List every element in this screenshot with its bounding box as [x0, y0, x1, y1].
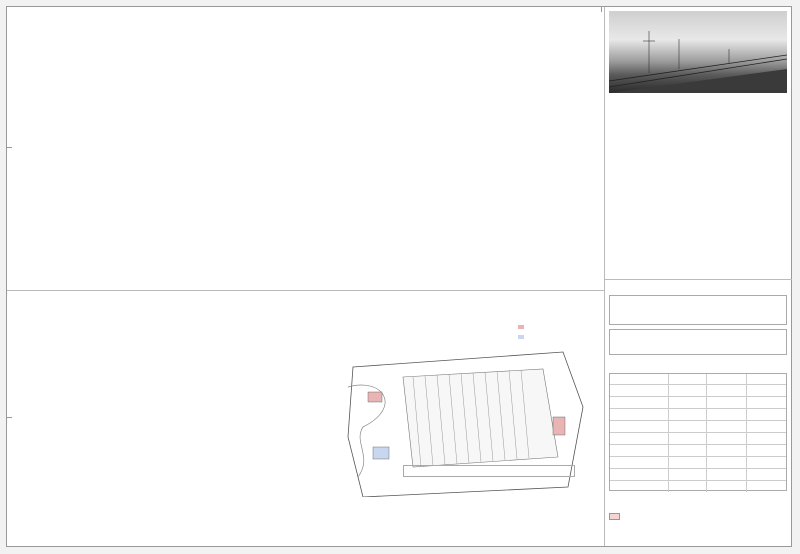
table-row — [610, 420, 786, 421]
table-row — [610, 408, 786, 409]
parametri-box-1 — [609, 295, 787, 325]
site-photo — [609, 11, 787, 93]
planimetria-panel — [343, 297, 595, 537]
border-tick — [6, 417, 12, 418]
horizontal-divider — [7, 290, 604, 291]
title-block — [605, 7, 792, 546]
drawing-sheet — [6, 6, 792, 547]
table-col — [706, 374, 707, 492]
table-row — [610, 444, 786, 445]
summary-table — [609, 373, 787, 491]
title-block-divider — [605, 279, 792, 280]
table-row — [610, 468, 786, 469]
legend-swatch — [518, 335, 524, 339]
table-row — [610, 396, 786, 397]
parametri-box-2 — [609, 329, 787, 355]
table-row — [610, 480, 786, 481]
table-row — [610, 384, 786, 385]
site-photo-drawing — [609, 11, 787, 93]
table-row — [610, 456, 786, 457]
border-tick — [601, 6, 602, 12]
border-tick — [6, 147, 12, 148]
planimetria-legend-box — [403, 465, 575, 477]
legend-swatch — [518, 325, 524, 329]
table-col — [746, 374, 747, 492]
table-row — [610, 432, 786, 433]
legend-swatch — [609, 513, 620, 520]
table-col — [668, 374, 669, 492]
